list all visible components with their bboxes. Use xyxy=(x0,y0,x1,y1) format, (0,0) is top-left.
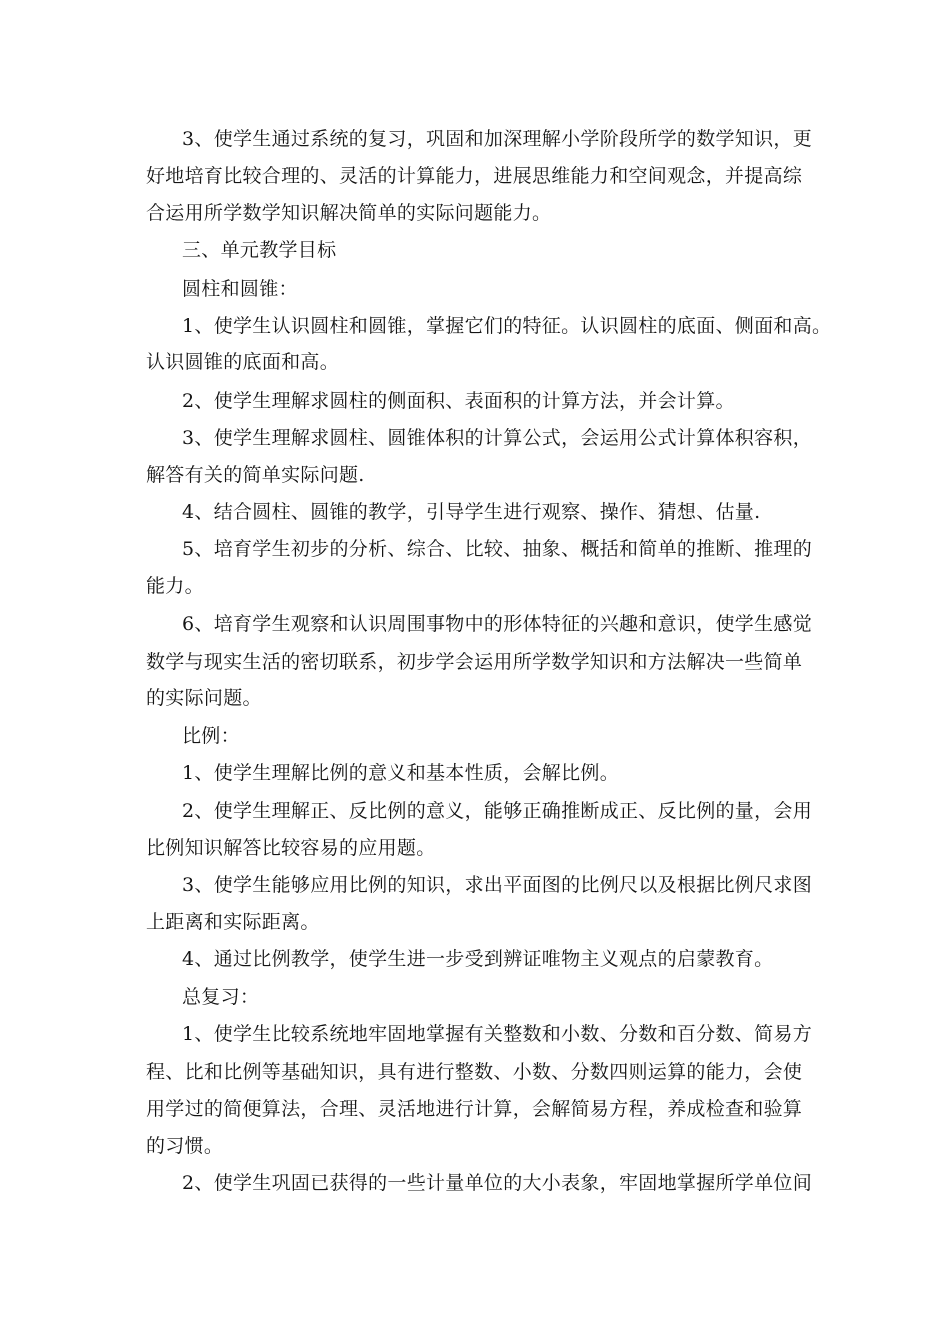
ratio-item-3-line-2: 上距离和实际距离。 xyxy=(146,911,320,933)
ratio-item-2-line-2: 比例知识解答比较容易的应用题。 xyxy=(146,837,436,859)
review-item-1-line-3: 用学过的简便算法，合理、灵活地进行计算，会解简易方程，养成检查和验算 xyxy=(146,1098,803,1120)
review-item-1-line-1: 1、使学生比较系统地牢固地掌握有关整数和小数、分数和百分数、简易方 xyxy=(182,1023,812,1045)
ratio-item-2-line-1: 2、使学生理解正、反比例的意义，能够正确推断成正、反比例的量，会用 xyxy=(182,800,812,822)
paragraph-3-line-1: 3、使学生通过系统的复习，巩固和加深理解小学阶段所学的数学知识，更 xyxy=(182,128,812,150)
cylinder-item-3-line-1: 3、使学生理解求圆柱、圆锥体积的计算公式，会运用公式计算体积容积， xyxy=(182,427,812,449)
ratio-item-1: 1、使学生理解比例的意义和基本性质，会解比例。 xyxy=(182,762,619,784)
paragraph-3-line-3: 合运用所学数学知识解决简单的实际问题能力。 xyxy=(146,202,552,224)
subheading-general-review: 总复习： xyxy=(182,986,260,1008)
review-item-1-line-4: 的习惯。 xyxy=(146,1135,224,1157)
cylinder-item-1-line-2: 认识圆锥的底面和高。 xyxy=(146,351,340,373)
cylinder-item-2: 2、使学生理解求圆柱的侧面积、表面积的计算方法，并会计算。 xyxy=(182,390,735,412)
ratio-item-3-line-1: 3、使学生能够应用比例的知识，求出平面图的比例尺以及根据比例尺求图 xyxy=(182,874,812,896)
section-heading-unit-goals: 三、单元教学目标 xyxy=(182,239,337,261)
cylinder-item-6-line-2: 数学与现实生活的密切联系，初步学会运用所学数学知识和方法解决一些简单 xyxy=(146,651,803,673)
ratio-item-4: 4、通过比例教学，使学生进一步受到辨证唯物主义观点的启蒙教育。 xyxy=(182,948,774,970)
paragraph-3-line-2: 好地培育比较合理的、灵活的计算能力，进展思维能力和空间观念，并提高综 xyxy=(146,165,803,187)
subheading-ratio: 比例： xyxy=(182,725,240,747)
subheading-cylinder-cone: 圆柱和圆锥： xyxy=(182,278,298,300)
review-item-1-line-2: 程、比和比例等基础知识，具有进行整数、小数、分数四则运算的能力，会使 xyxy=(146,1061,803,1083)
review-item-2-line-1: 2、使学生巩固已获得的一些计量单位的大小表象，牢固地掌握所学单位间 xyxy=(182,1172,812,1194)
cylinder-item-5-line-2: 能力。 xyxy=(146,575,204,597)
cylinder-item-4: 4、结合圆柱、圆锥的教学，引导学生进行观察、操作、猜想、估量. xyxy=(182,501,761,523)
cylinder-item-6-line-1: 6、培育学生观察和认识周围事物中的形体特征的兴趣和意识，使学生感觉 xyxy=(182,613,812,635)
cylinder-item-6-line-3: 的实际问题。 xyxy=(146,687,262,709)
cylinder-item-3-line-2: 解答有关的简单实际问题. xyxy=(146,464,365,486)
cylinder-item-1-line-1: 1、使学生认识圆柱和圆锥，掌握它们的特征。认识圆柱的底面、侧面和高。 xyxy=(182,315,832,337)
cylinder-item-5-line-1: 5、培育学生初步的分析、综合、比较、抽象、概括和简单的推断、推理的 xyxy=(182,538,812,560)
